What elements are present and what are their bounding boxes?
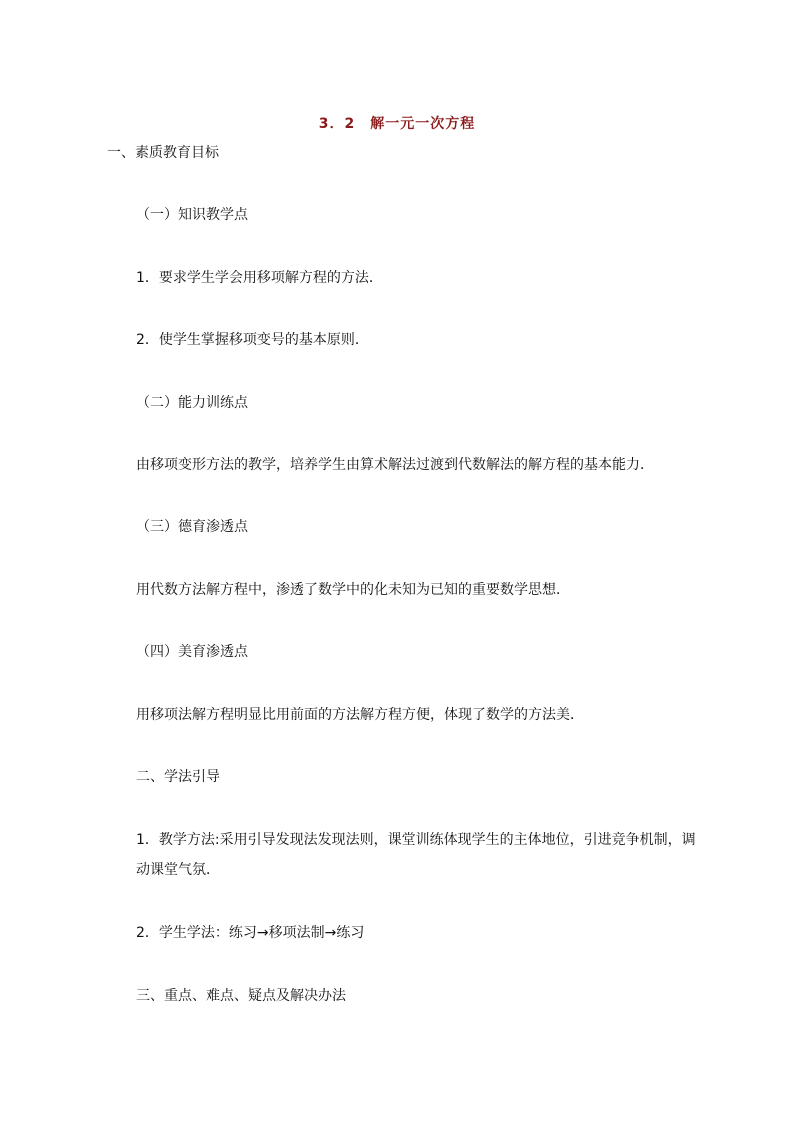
method-item-2: 2．学生学法：练习→移项法制→练习 (136, 925, 365, 941)
subsection-aesthetic: （四）美育渗透点 (136, 644, 248, 660)
knowledge-item-1: 1．要求学生学会用移项解方程的方法． (136, 270, 383, 286)
moral-text: 用代数方法解方程中，渗透了数学中的化未知为已知的重要数学思想． (136, 582, 570, 598)
subsection-ability: （二）能力训练点 (136, 395, 248, 411)
method-item-1: 1．教学方法:采用引导发现法发现法则，课堂训练体现学生的主体地位，引进竞争机制，调动课堂气氛． (136, 832, 696, 878)
subsection-moral: （三）德育渗透点 (136, 519, 248, 535)
section-heading-method: 二、学法引导 (136, 769, 220, 785)
ability-text: 由移项变形方法的教学，培养学生由算术解法过渡到代数解法的解方程的基本能力． (136, 457, 654, 473)
subsection-knowledge: （一）知识教学点 (136, 207, 248, 223)
section-heading-keypoints: 三、重点、难点、疑点及解决办法 (136, 988, 346, 1004)
aesthetic-text: 用移项法解方程明显比用前面的方法解方程方便，体现了数学的方法美． (136, 707, 584, 723)
knowledge-item-2: 2．使学生掌握移项变号的基本原则． (136, 332, 369, 348)
section-heading-goals: 一、素质教育目标 (107, 145, 219, 161)
document-title: 3．2 解一元一次方程 (318, 116, 476, 132)
